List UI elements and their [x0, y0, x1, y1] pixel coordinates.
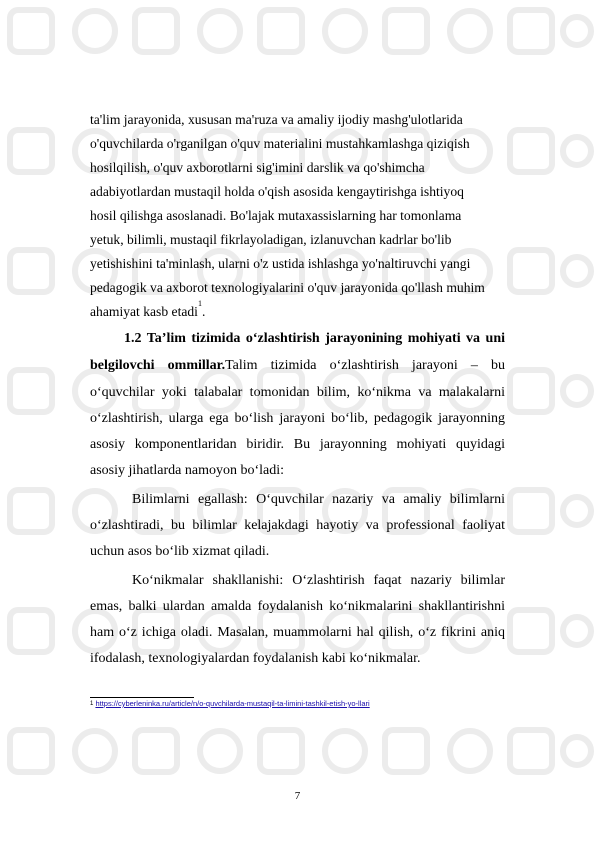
text-line: yetishishini ta'minlash, ularni o'z ustida ishlashga yo'naltiruvchi yangi: [90, 256, 471, 271]
text-line: hosilqilish, o'quv axborotlarni sig'imini darslik va qo'shimcha: [90, 160, 425, 175]
text-line: [90, 358, 505, 374]
footnote-link[interactable]: https://cyberleninka.ru/article/n/o-quvchilarda-mustaqil-ta-limini-tashkil-etish-yo-llari: [95, 699, 370, 708]
text-line: adabiyotlardan mustaqil holda o'qish asosida kengaytirishga ishtiyoq: [90, 184, 464, 199]
text-line: o‘quvchilar yoki talabalar tomonidan bilim, ko‘nikma va malakalarni: [90, 385, 505, 400]
footnote: [90, 699, 370, 709]
text-line: emas, balki ulardan amalda foydalanish ko‘nikmalarini shakllantirishni: [90, 599, 505, 614]
footnote-divider: [90, 697, 194, 698]
text-line: Bilimlarni egallash: O‘quvchilar nazariy va amaliy bilimlarni: [132, 492, 505, 507]
text-line: uchun asos bo‘lib xizmat qiladi.: [90, 544, 270, 559]
text-line: yetuk, bilimli, mustaqil fikrlayoladigan, izlanuvchan kadrlar bo'lib: [90, 232, 452, 247]
text-line: [90, 299, 206, 320]
section-heading: 1.2 Ta’lim tizimida o‘zlashtirish jarayonining mohiyati va uni: [124, 331, 505, 346]
text-span: .: [201, 304, 206, 319]
footnote-ref[interactable]: 1: [197, 299, 202, 308]
section-heading-part: belgilovchi ommillar.: [90, 358, 226, 373]
text-line: hosil qilishga asoslanadi. Bo'lajak mutaxassislarning har tomonlama: [90, 208, 462, 223]
text-line: o‘zlashtiradi, bu bilimlar kelajakdagi hayotiy va professional faoliyat: [90, 518, 505, 533]
text-line: ham o‘z ichiga oladi. Masalan, muammolarni hal qilish, o‘z fikrini aniq: [90, 625, 505, 640]
text-line: pedagogik va axborot texnologiyalarini o'quv jarayonida qo'llash muhim: [90, 280, 485, 295]
text-span: ahamiyat kasb etadi: [90, 304, 198, 319]
text-line: asosiy jihatlarda namoyon bo‘ladi:: [90, 463, 285, 478]
text-span: Talim tizimida o‘zlashtirish jarayoni – bu: [225, 358, 505, 373]
text-line: ifodalash, texnologiyalardan foydalanish kabi ko‘nikmalar.: [90, 651, 421, 666]
text-line: Ko‘nikmalar shakllanishi: O‘zlashtirish faqat nazariy bilimlar: [132, 573, 505, 588]
text-line: o‘zlashtirish, ularga ega bo‘lish jarayoni bo‘lib, pedagogik jarayonning: [90, 411, 505, 426]
text-line: ta'lim jarayonida, xususan ma'ruza va amaliy ijodiy mashg'ulotlarida: [90, 112, 463, 127]
text-line: asosiy komponentlaridan biridir. Bu jarayonning mohiyati quyidagi: [90, 437, 505, 452]
footnote-number: 1: [90, 701, 94, 707]
page-number: 7: [294, 790, 301, 802]
text-line: o'quvchilarda o'rganilgan o'quv materialini mustahkamlashga qiziqish: [90, 136, 470, 151]
